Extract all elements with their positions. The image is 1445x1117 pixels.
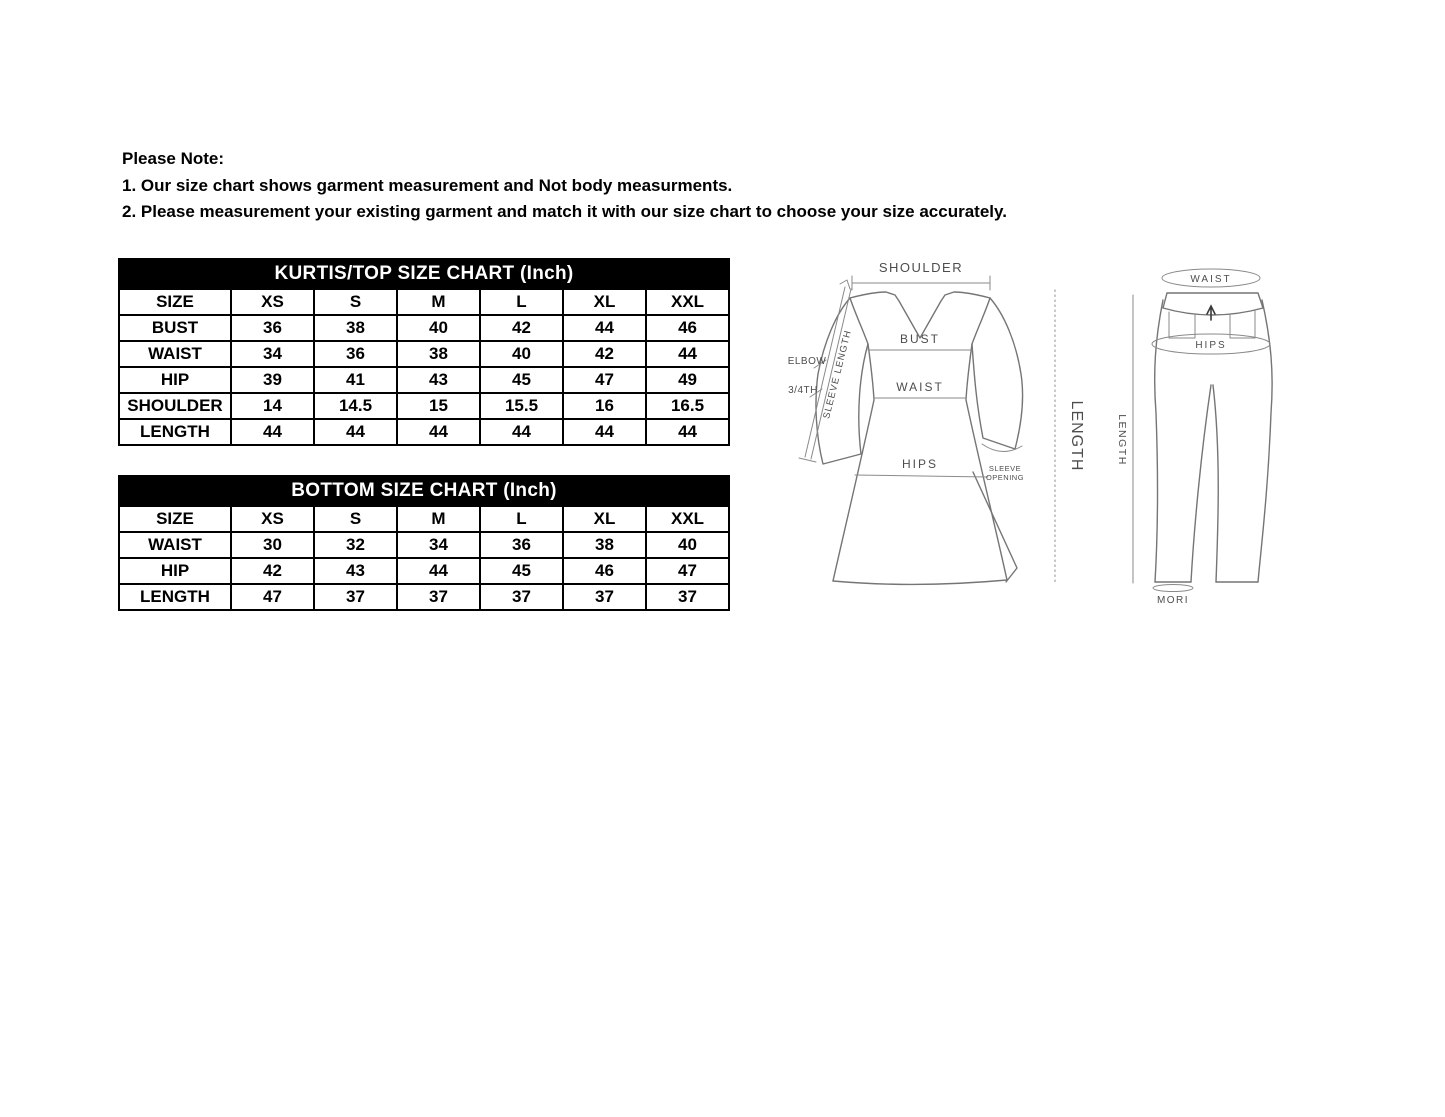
column-header: XS <box>231 506 314 532</box>
size-value: 15 <box>397 393 480 419</box>
column-header: SIZE <box>119 506 231 532</box>
size-value: 36 <box>231 315 314 341</box>
size-value: 16 <box>563 393 646 419</box>
bottom-size-table <box>118 475 730 611</box>
row-label: HIP <box>119 558 231 584</box>
size-value: 44 <box>563 315 646 341</box>
size-value: 16.5 <box>646 393 729 419</box>
waistband-arrow <box>1207 306 1215 320</box>
table-title-row <box>119 259 729 289</box>
note-line-2: 2. Please measurement your existing garment and match it with our size chart to choose your size accurately. <box>122 202 1007 221</box>
row-label: HIP <box>119 367 231 393</box>
size-value: 44 <box>563 419 646 445</box>
row-label: SHOULDER <box>119 393 231 419</box>
column-header: XXL <box>646 506 729 532</box>
column-header: XL <box>563 289 646 315</box>
column-header-row <box>119 506 729 532</box>
table-title-row <box>119 476 729 506</box>
pants-length-label: LENGTH <box>1116 414 1128 466</box>
sleeve-length-label: SLEEVE LENGTH <box>821 328 854 420</box>
size-value: 44 <box>397 558 480 584</box>
size-value: 44 <box>314 419 397 445</box>
size-value: 42 <box>480 315 563 341</box>
table-row <box>119 532 729 558</box>
row-label: BUST <box>119 315 231 341</box>
table-title: BOTTOM SIZE CHART (Inch) <box>119 476 729 506</box>
column-header: SIZE <box>119 289 231 315</box>
size-value: 14.5 <box>314 393 397 419</box>
row-label: LENGTH <box>119 419 231 445</box>
table-title: KURTIS/TOP SIZE CHART (Inch) <box>119 259 729 289</box>
size-value: 44 <box>646 419 729 445</box>
note-title: Please Note: <box>122 149 225 168</box>
size-value: 47 <box>231 584 314 610</box>
size-value: 39 <box>231 367 314 393</box>
hips-label: HIPS <box>901 457 939 471</box>
size-value: 47 <box>646 558 729 584</box>
column-header: S <box>314 506 397 532</box>
column-header-row <box>119 289 729 315</box>
size-value: 46 <box>563 558 646 584</box>
table-row <box>119 341 729 367</box>
column-header: XL <box>563 506 646 532</box>
note-line-1: 1. Our size chart shows garment measurement and Not body measurments. <box>122 175 733 195</box>
size-value: 41 <box>314 367 397 393</box>
table-row <box>119 419 729 445</box>
table-row <box>119 367 729 393</box>
shoulder-label: SHOULDER <box>878 260 964 275</box>
column-header: S <box>314 289 397 315</box>
table-row <box>119 558 729 584</box>
size-value: 45 <box>480 367 563 393</box>
sleeve-opening-label-1: SLEEVE <box>988 464 1022 473</box>
row-label: WAIST <box>119 532 231 558</box>
column-header: M <box>397 506 480 532</box>
size-value: 37 <box>397 584 480 610</box>
table-row <box>119 393 729 419</box>
size-value: 34 <box>397 532 480 558</box>
pants-waist-label: WAIST <box>1190 274 1232 285</box>
size-value: 42 <box>563 341 646 367</box>
elbow-label: ELBOW <box>787 356 827 367</box>
size-value: 15.5 <box>480 393 563 419</box>
kurti-measurement-diagram <box>770 250 1090 612</box>
size-value: 46 <box>646 315 729 341</box>
size-value: 43 <box>314 558 397 584</box>
row-label: WAIST <box>119 341 231 367</box>
size-value: 40 <box>646 532 729 558</box>
size-value: 45 <box>480 558 563 584</box>
column-header: XXL <box>646 289 729 315</box>
size-value: 32 <box>314 532 397 558</box>
note-block <box>122 146 1007 226</box>
size-value: 40 <box>480 341 563 367</box>
size-value: 38 <box>314 315 397 341</box>
size-value: 37 <box>563 584 646 610</box>
pants-hips-label: HIPS <box>1195 340 1227 351</box>
size-value: 38 <box>397 341 480 367</box>
table-row <box>119 315 729 341</box>
size-value: 44 <box>480 419 563 445</box>
size-value: 40 <box>397 315 480 341</box>
size-value: 38 <box>563 532 646 558</box>
column-header: L <box>480 289 563 315</box>
size-value: 34 <box>231 341 314 367</box>
column-header: M <box>397 289 480 315</box>
bust-label: BUST <box>899 332 941 346</box>
mori-ellipse <box>1153 585 1193 592</box>
size-value: 37 <box>480 584 563 610</box>
three-fourth-label: 3/4TH <box>788 385 818 396</box>
size-value: 36 <box>480 532 563 558</box>
waist-label: WAIST <box>896 380 944 394</box>
kurti-length-label: LENGTH <box>1068 400 1085 472</box>
size-value: 42 <box>231 558 314 584</box>
size-value: 44 <box>397 419 480 445</box>
kurtis-top-size-table <box>118 258 730 446</box>
size-value: 44 <box>231 419 314 445</box>
row-label: LENGTH <box>119 584 231 610</box>
size-value: 47 <box>563 367 646 393</box>
size-value: 30 <box>231 532 314 558</box>
sleeve-opening-label-2: OPENING <box>985 473 1025 482</box>
column-header: XS <box>231 289 314 315</box>
mori-label: MORI <box>1156 595 1190 606</box>
size-value: 37 <box>314 584 397 610</box>
size-value: 49 <box>646 367 729 393</box>
shoulder-measure-line <box>852 276 990 290</box>
size-value: 37 <box>646 584 729 610</box>
column-header: L <box>480 506 563 532</box>
table-row <box>119 584 729 610</box>
hips-line <box>855 475 988 477</box>
size-value: 44 <box>646 341 729 367</box>
size-value: 14 <box>231 393 314 419</box>
size-value: 43 <box>397 367 480 393</box>
size-value: 36 <box>314 341 397 367</box>
pants-measurement-diagram <box>1085 248 1300 616</box>
